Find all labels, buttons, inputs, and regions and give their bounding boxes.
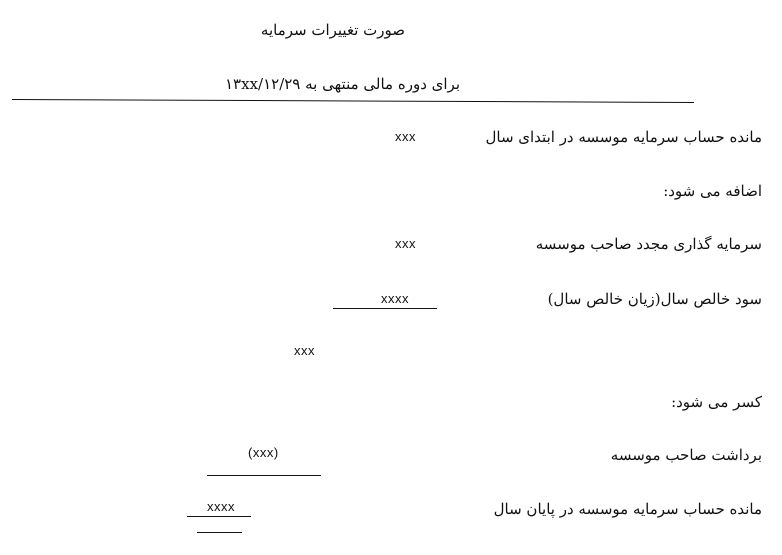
closing-capital-underline — [187, 516, 251, 517]
statement-subtitle: برای دوره مالی منتهی به ۱۳xx/۱۲/۲۹ — [225, 75, 460, 93]
subtotal-value: xxx — [294, 343, 315, 358]
net-income-value: xxxx — [381, 291, 409, 306]
net-income-underline — [333, 308, 437, 309]
opening-capital-value: xxx — [395, 129, 416, 144]
owner-withdrawal-label: برداشت صاحب موسسه — [610, 446, 762, 464]
additional-investment-value: xxx — [395, 236, 416, 251]
add-heading: اضافه می شود: — [663, 182, 762, 200]
opening-capital-label: مانده حساب سرمایه موسسه در ابتدای سال — [485, 128, 762, 146]
statement-title: صورت تغییرات سرمایه — [260, 21, 405, 39]
closing-capital-double-underline — [197, 532, 242, 533]
net-income-label: سود خالص سال(زیان خالص سال) — [547, 290, 762, 308]
deduct-heading: کسر می شود: — [671, 393, 762, 411]
header-divider — [12, 99, 694, 103]
owner-withdrawal-underline — [207, 475, 321, 476]
owner-withdrawal-value: (xxx) — [248, 445, 279, 460]
additional-investment-label: سرمایه گذاری مجدد صاحب موسسه — [535, 235, 762, 253]
closing-capital-value: xxxx — [207, 499, 235, 514]
closing-capital-label: مانده حساب سرمایه موسسه در پایان سال — [493, 500, 762, 518]
